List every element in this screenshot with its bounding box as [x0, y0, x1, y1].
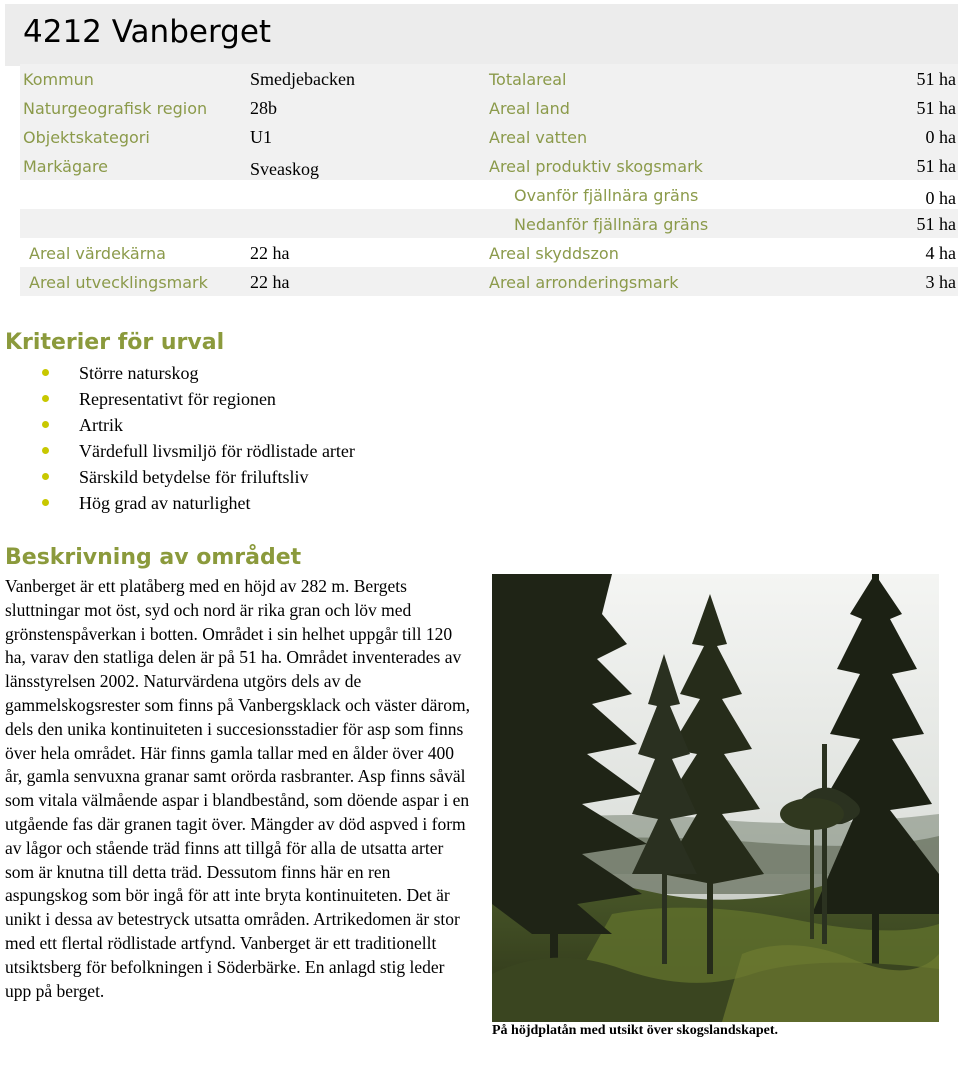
vardekarna-value: 22 ha	[250, 243, 290, 263]
region-value: 28b	[250, 98, 277, 118]
info-row-region	[20, 93, 958, 122]
forest-photo	[492, 574, 939, 1022]
produktiv-value: 51 ha	[916, 156, 956, 176]
kommun-value: Smedjebacken	[250, 69, 355, 89]
ovanfor-label: Ovanför fjällnära gräns	[514, 186, 699, 205]
bullet-icon	[42, 421, 49, 428]
photo-caption: På höjdplatån med utsikt över skogslandskapet.	[492, 1023, 779, 1038]
bullet-icon	[42, 499, 49, 506]
agare-value: Sveaskog	[250, 159, 319, 179]
arrondering-label: Areal arronderingsmark	[489, 273, 679, 292]
info-row-ovanfor	[20, 180, 958, 209]
vardekarna-label: Areal värdekärna	[29, 244, 166, 263]
info-row-kommun	[20, 64, 958, 93]
list-item	[42, 438, 355, 464]
ovanfor-value: 0 ha	[925, 188, 956, 208]
list-item	[42, 360, 355, 386]
kommun-label: Kommun	[23, 70, 94, 89]
produktiv-label: Areal produktiv skogsmark	[489, 157, 703, 176]
info-row-nedanfor	[20, 209, 958, 238]
nedanfor-value: 51 ha	[916, 214, 956, 234]
description-heading: Beskrivning av området	[5, 545, 302, 570]
skyddszon-label: Areal skyddszon	[489, 244, 619, 263]
criteria-item: Representativt för regionen	[79, 389, 276, 409]
region-label: Naturgeografisk region	[23, 99, 208, 118]
info-row-agare	[20, 151, 958, 180]
kategori-label: Objektskategori	[23, 128, 150, 147]
land-value: 51 ha	[916, 98, 956, 118]
totalareal-value: 51 ha	[916, 69, 956, 89]
kategori-value: U1	[250, 127, 272, 147]
utveckling-value: 22 ha	[250, 272, 290, 292]
criteria-item: Särskild betydelse för friluftsliv	[79, 467, 309, 487]
forest-image	[492, 574, 939, 1022]
land-label: Areal land	[489, 99, 570, 118]
list-item	[42, 386, 355, 412]
bullet-icon	[42, 473, 49, 480]
bullet-icon	[42, 395, 49, 402]
bullet-icon	[42, 447, 49, 454]
description-text: Vanberget är ett platåberg med en höjd av 282 m. Bergets sluttningar mot öst, syd och nord är rika gran och löv med grönstenspåverkan i botten. Området i sin helhet uppgår till 120 ha, varav den statliga delen är på 51 ha. Området inventerades av länsstyrelsen 2002. Naturvärdena utgörs dels av de gammelskogsrester som finns på Vanbergsklack och väster därom, dels den unika kontinuiteten i succesionsstadier för asp som finns över hela området. Här finns gamla tallar med en ålder över 400 år, gamla senvuxna granar samt orörda rasbranter. Asp finns såväl som vitala välmående aspar i blandbestånd, som döende aspar i en utgående fas där granen tagit över. Mängder av död aspved i form av lågor och stående träd finns att tillgå för alla de utsatta arter som är knutna till detta träd. Dessutom finns här en ren aspungskog som bör ingå för att inte bryta kontinuiteten. Det är unikt i dessa av betestryck utsatta områden. Artrikedomen är stor med ett flertal rödlistade artfynd. Vanberget är ett traditionellt utsiktsberg för befolkningen i Söderbärke. En anlagd stig leder upp på berget.	[5, 576, 470, 1001]
criteria-heading: Kriterier för urval	[5, 330, 225, 355]
list-item	[42, 490, 355, 516]
info-row-kategori	[20, 122, 958, 151]
criteria-item: Artrik	[79, 415, 123, 435]
criteria-item: Hög grad av naturlighet	[79, 493, 251, 513]
totalareal-label: Totalareal	[489, 70, 567, 89]
bullet-icon	[42, 369, 49, 376]
info-row-vardekarna	[20, 238, 958, 267]
info-row-utveckling	[20, 267, 958, 296]
list-item	[42, 464, 355, 490]
criteria-item: Värdefull livsmiljö för rödlistade arter	[79, 441, 355, 461]
agare-label: Markägare	[23, 157, 109, 176]
list-item	[42, 412, 355, 438]
criteria-item: Större naturskog	[79, 363, 199, 383]
arrondering-value: 3 ha	[925, 272, 956, 292]
page-title: 4212 Vanberget	[23, 14, 272, 50]
vatten-label: Areal vatten	[489, 128, 588, 147]
vatten-value: 0 ha	[925, 127, 956, 147]
criteria-list	[42, 360, 355, 516]
skyddszon-value: 4 ha	[925, 243, 956, 263]
utveckling-label: Areal utvecklingsmark	[29, 273, 208, 292]
nedanfor-label: Nedanför fjällnära gräns	[514, 215, 709, 234]
